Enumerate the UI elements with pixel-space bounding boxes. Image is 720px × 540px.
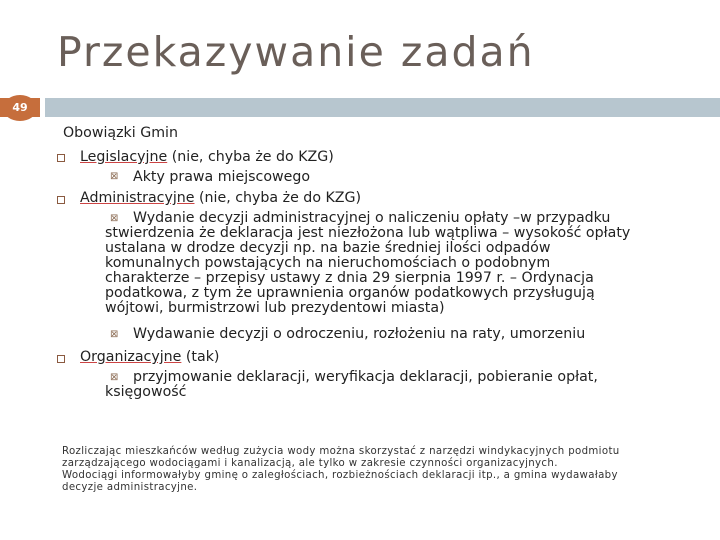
note-line: Rozliczając mieszkańców według zużycia wody można skorzystać z narzędzi windykacyjnych podmiotu (62, 446, 620, 457)
sub-item: Akty prawa miejscowego (133, 169, 311, 185)
x-bullet-icon: ⊠ (110, 329, 119, 340)
slide-title: Przekazywanie zadań (57, 28, 535, 76)
paragraph-line: stwierdzenia że deklaracja jest niezłożona lub wątpliwa – wysokość opłaty (105, 225, 631, 241)
footnote-text (62, 446, 702, 494)
sub-item-paragraph (133, 370, 598, 385)
slide-number: 49 (0, 98, 40, 117)
x-bullet-icon: ⊠ (110, 171, 119, 182)
sub-item-paragraph-continued (105, 385, 186, 400)
paragraph-line: Wydanie decyzji administracyjnej o naliczeniu opłaty –w przypadku (133, 210, 611, 226)
square-bullet-icon (57, 154, 65, 162)
list-item-rest: (nie, chyba że do KZG) (167, 149, 334, 165)
list-item-administracyjne (80, 191, 361, 206)
paragraph-line: księgowość (105, 384, 187, 400)
note-line: Wodociągi informowałyby gminę o zaległościach, rozbieżnościach deklaracji itp., a gmina wydawałaby (62, 470, 618, 481)
sub-item-paragraph-continued (105, 226, 630, 316)
list-item-label: Legislacyjne (80, 149, 168, 165)
paragraph-line: przyjmowanie deklaracji, weryfikacja deklaracji, pobieranie opłat, (133, 369, 598, 385)
x-bullet-icon: ⊠ (110, 213, 119, 224)
paragraph-line: ustalana w drodze decyzji np. na bazie średniej ilości odpadów (105, 240, 551, 256)
paragraph-line: komunalnych powstających na nieruchomościach o podobnym (105, 255, 551, 271)
paragraph-line: wójtowi, burmistrzowi lub prezydentowi miasta) (105, 300, 445, 316)
paragraph-line: podatkowa, z tym że uprawnienia organów podatkowych przysługują (105, 285, 595, 301)
x-bullet-icon: ⊠ (110, 372, 119, 383)
sub-item: Wydawanie decyzji o odroczeniu, rozłożeniu na raty, umorzeniu (133, 326, 586, 342)
list-item-organizacyjne (80, 350, 219, 365)
list-item-label: Organizacyjne (80, 349, 182, 365)
square-bullet-icon (57, 355, 65, 363)
list-item-legislacyjne (80, 150, 334, 165)
body-heading: Obowiązki Gmin (63, 125, 178, 141)
list-item-label: Administracyjne (80, 190, 195, 206)
square-bullet-icon (57, 196, 65, 204)
paragraph-line: charakterze – przepisy ustawy z dnia 29 sierpnia 1997 r. – Ordynacja (105, 270, 594, 286)
list-item-rest: (tak) (181, 349, 220, 365)
title-divider-band (45, 98, 720, 117)
list-item-rest: (nie, chyba że do KZG) (194, 190, 362, 206)
note-line: zarządzającego wodociągami i kanalizacją, ale tylko w zakresie czynności organizacyjnych. (62, 458, 558, 469)
slide-body (0, 124, 720, 414)
sub-item-paragraph (133, 211, 610, 226)
note-line: decyzje administracyjne. (62, 482, 198, 493)
